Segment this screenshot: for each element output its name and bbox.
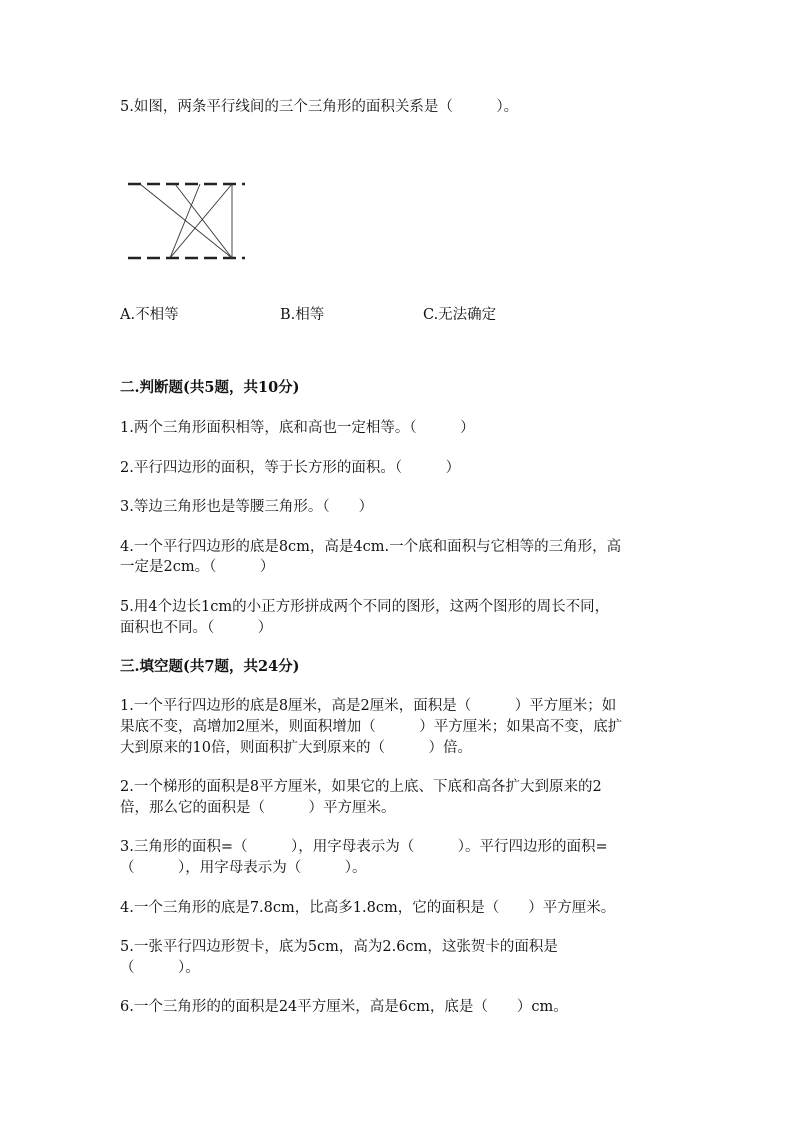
fill-question-line: 4.一个三角形的底是7.8cm，比高多1.8cm，它的面积是（ ）平方厘米。 xyxy=(120,900,616,916)
judgment-question-line: 2.平行四边形的面积，等于长方形的面积。（ ） xyxy=(120,460,461,476)
fill-question-line: 5.一张平行四边形贺卡，底为5cm，高为2.6cm，这张贺卡的面积是 xyxy=(120,939,558,955)
option-b: B.相等 xyxy=(280,307,325,323)
judgment-question-line: 1.两个三角形面积相等，底和高也一定相等。（ ） xyxy=(120,420,475,436)
fill-question-line: 3.三角形的面积=（ ），用字母表示为（ ）。平行四边形的面积= xyxy=(120,839,608,855)
triangle-edge xyxy=(140,184,232,258)
fill-question-line: （ ），用字母表示为（ ）。 xyxy=(120,860,367,876)
section-heading-fill-blank: 三.填空题(共7题，共24分) xyxy=(120,658,300,675)
option-c: C.无法确定 xyxy=(423,307,497,323)
fill-question-line: 6.一个三角形的的面积是24平方厘米，高是6cm，底是（ ）cm。 xyxy=(120,999,568,1015)
triangle-edge xyxy=(175,184,232,258)
fill-question-line: （ ）。 xyxy=(120,960,200,976)
fill-question-line: 倍，那么它的面积是（ ）平方厘米。 xyxy=(120,800,396,816)
fill-question-line: 2.一个梯形的面积是8平方厘米，如果它的上底、下底和高各扩大到原来的2 xyxy=(120,779,602,795)
option-a: A.不相等 xyxy=(120,307,179,323)
judgment-question-line: 4.一个平行四边形的底是8cm，高是4cm.一个底和面积与它相等的三角形，高 xyxy=(120,539,622,555)
judgment-question-line: 5.用4个边长1cm的小正方形拼成两个不同的图形，这两个图形的周长不同， xyxy=(120,599,610,615)
triangle-edge xyxy=(170,184,200,258)
fill-question-line: 大到原来的10倍，则面积扩大到原来的（ ）倍。 xyxy=(120,740,472,756)
q5-stem: 5.如图，两条平行线间的三个三角形的面积关系是（ ）。 xyxy=(120,99,519,115)
judgment-question-line: 一定是2cm。（ ） xyxy=(120,559,275,575)
fill-question-line: 1.一个平行四边形的底是8厘米，高是2厘米，面积是（ ）平方厘米；如 xyxy=(120,698,617,714)
parallel-lines-triangles-figure xyxy=(120,170,250,270)
judgment-question-line: 面积也不同。（ ） xyxy=(120,620,273,636)
triangle-edge xyxy=(170,184,232,258)
judgment-question-line: 3.等边三角形也是等腰三角形。（ ） xyxy=(120,499,374,515)
section-heading-judgment: 二.判断题(共5题，共10分) xyxy=(120,379,300,396)
fill-question-line: 果底不变，高增加2厘米，则面积增加（ ）平方厘米；如果高不变，底扩 xyxy=(120,719,623,735)
